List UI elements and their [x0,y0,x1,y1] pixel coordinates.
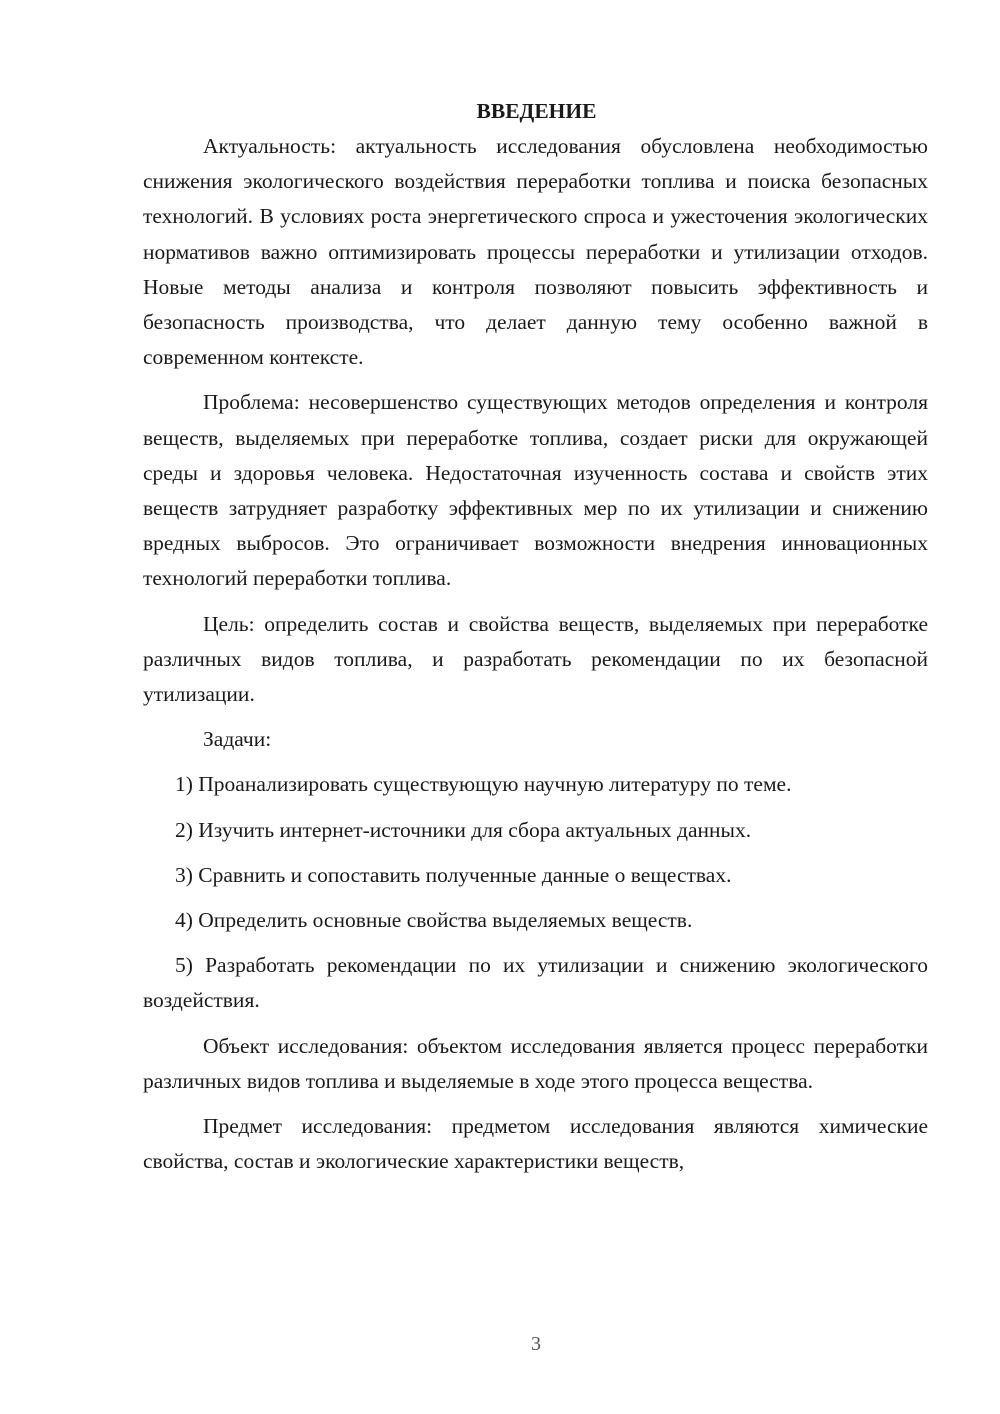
paragraph-problem: Проблема: несовершенство существующих методов определения и контроля веществ, выделяемых при переработке топлива, создает риски для окружающей среды и здоровья человека. Недостаточная изученность состава и свойств этих веществ затрудняет разработку эффективных мер по их утилизации и снижению вредных выбросов. Это ограничивает возможности внедрения инновационных технологий переработки топлива. [143,390,928,591]
document-page [143,93,928,1189]
page-number: 3 [531,1333,541,1355]
tasks-list [143,767,928,1018]
paragraph-object: Объект исследования: объектом исследования является процесс переработки различных видов топлива и выделяемые в ходе этого процесса вещества. [143,1033,928,1093]
tasks-label: Задачи: [203,727,272,752]
list-item: 2) Изучить интернет-источники для сбора актуальных данных. [175,817,752,842]
list-item: 5) Разработать рекомендации по их утилизации и снижению экологического воздействия. [143,953,928,1013]
paragraph-relevance: Актуальность: актуальность исследования обусловлена необходимостью снижения экологического воздействия переработки топлива и поиска безопасных технологий. В условиях роста энергетического спроса и ужесточения экологических нормативов важно оптимизировать процессы переработки и утилизации отходов. Новые методы анализа и контроля позволяют повысить эффективность и безопасность производства, что делает данную тему особенно важной в современном контексте. [143,134,928,370]
list-item: 1) Проанализировать существующую научную литературу по теме. [175,772,792,797]
list-item: 3) Сравнить и сопоставить полученные данные о веществах. [175,862,732,887]
paragraph-goal: Цель: определить состав и свойства веществ, выделяемых при переработке различных видов топлива, и разработать рекомендации по их безопасной утилизации. [143,611,928,707]
list-item: 4) Определить основные свойства выделяемых веществ. [175,908,693,933]
page-title: ВВЕДЕНИЕ [476,99,597,123]
paragraph-subject: Предмет исследования: предметом исследования являются химические свойства, состав и экологические характеристики веществ, [143,1114,928,1174]
